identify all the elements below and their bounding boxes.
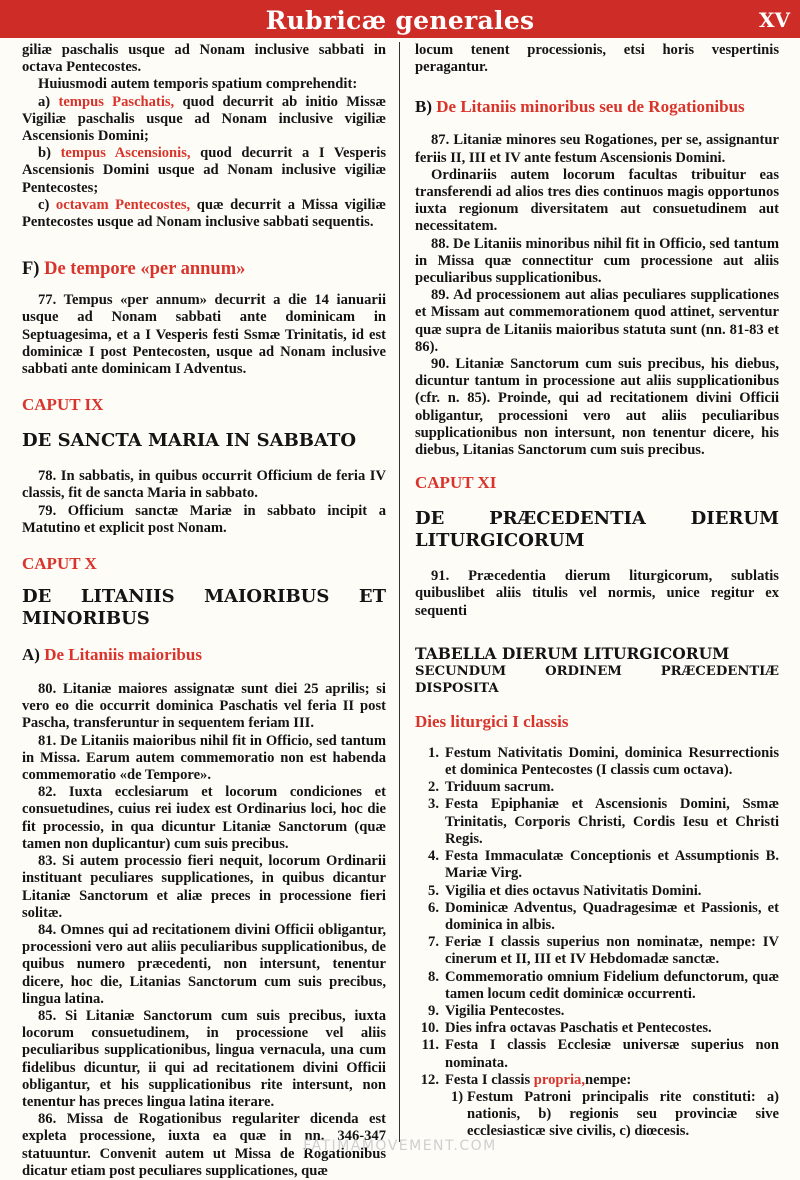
- section-a-label: A): [22, 645, 45, 665]
- paragraph-81: 81. De Litaniis maioribus nihil fit in Officio, sed tantum in Missa. Earum autem commemoratio non est habenda commemoratio «de Tempore».: [22, 732, 386, 784]
- list-item: 2. Triduum sacrum.: [428, 779, 555, 796]
- caput-ix-title: DE SANCTA MARIA IN SABBATO: [22, 430, 357, 452]
- paragraph-78: 78. In sabbatis, in quibus occurrit Officium de feria IV classis, fit de sancta Maria in sabbato.: [22, 468, 386, 502]
- page-number: XV: [758, 8, 790, 32]
- section-f-heading: [22, 258, 386, 280]
- list-item: 7. Feriæ I classis superius non nominatæ, nempe: IV cinerum et II, III et IV Hebdomadæ sanctæ.: [428, 934, 779, 968]
- paragraph-83: 83. Si autem processio fieri nequit, locorum Ordinarii instituant peculiares supplicationes, in quibus dicantur Litaniæ Sanctorum et aliæ preces in processione fieri solitæ.: [22, 853, 386, 921]
- item-b-term: tempus Ascensionis,: [60, 145, 191, 162]
- item-b-text: quod decurrit a I Vesperis Ascensionis Domini usque ad Nonam inclusive vigiliæ Pentecostes;: [22, 145, 387, 196]
- left-column: [22, 42, 387, 1179]
- list-item: 11. Festa I classis Ecclesiæ universæ superius non nominata.: [421, 1037, 779, 1071]
- list-item: 4. Festa Immaculatæ Conceptionis et Assumptionis B. Mariæ Virg.: [428, 848, 779, 882]
- section-b-title: De Litaniis minoribus seu de Rogationibus: [436, 97, 745, 117]
- sub-list-item: 1) Festum Patroni principalis rite constituti: a) nationis, b) regionis seu provinciæ sive ecclesiasticæ sive civilis, c) diœcesis.: [451, 1088, 779, 1140]
- sub-list: [445, 1089, 779, 1141]
- paragraph-79: 79. Officium sanctæ Mariæ in sabbato incipit a Matutino et explicit post Nonam.: [22, 502, 386, 536]
- precedence-list: [415, 745, 779, 1141]
- item-c-term: octavam Pentecostes,: [55, 196, 191, 213]
- item-c: [22, 197, 386, 231]
- page-header: [0, 0, 800, 38]
- item-a-label: a): [38, 93, 59, 110]
- paragraph-87: 87. Litaniæ minores seu Rogationes, per se, assignantur feriis II, III et IV ante festum Ascensionis Domini.: [415, 132, 779, 166]
- list-item-12: 12. Festa I classis propria,nempe: 1) Festum Patroni principalis rite constituti: a) nationis, b) regionis seu provinciæ sive ecclesiasticæ sive civilis, c) diœcesis.: [420, 1071, 779, 1140]
- paragraph-86: 86. Missa de Rogationibus regulariter dicenda est expleta processione, iuxta ea quæ in nn. 346-347 statuuntur. Convenit autem ut Missa de Rogationibus dicatur etiam post peculiares supplicationes, quæ: [22, 1111, 386, 1179]
- paragraph-continuation: giliæ paschalis usque ad Nonam inclusive sabbati in octava Pentecostes.: [22, 42, 386, 76]
- right-column: [415, 42, 779, 1142]
- paragraph-intro: Huiusmodi autem temporis spatium comprehendit:: [38, 76, 358, 93]
- paragraph-80: 80. Litaniæ maiores assignatæ sunt diei 25 aprilis; si vero eo die occurrit dominica Paschatis vel feria II post Pascha, transferuntur in sequentem feriam III.: [22, 681, 386, 732]
- list-item: 9. Vigilia Pentecostes.: [428, 1002, 565, 1019]
- paragraph-87b: Ordinariis autem locorum facultas tribuitur eas transferendi ad alios tres dies continuos magis opportunos iuxta regionum diversitatem aut consuetudinem aut necessitatem.: [415, 166, 779, 235]
- section-b-heading: [415, 96, 779, 118]
- table-subtitle: SECUNDUM ORDINEM PRÆCEDENTIÆ DISPOSITA: [415, 663, 779, 696]
- item-b-label: b): [38, 145, 61, 162]
- paragraph-77: 77. Tempus «per annum» decurrit a die 14 ianuarii usque ad Nonam sabbati ante dominicam in Septuagesima, et a I Vesperis festi Ssmæ Trinitatis, id est dominicæ I post Pentecosten, usque ad Nonam inclusive sabbati ante dominicam I Adventus.: [22, 292, 386, 378]
- list-item: 3. Festa Epiphaniæ et Ascensionis Domini, Ssmæ Trinitatis, Corporis Christi, Cordis Iesu et Christi Regis.: [428, 796, 779, 847]
- paragraph-82: 82. Iuxta ecclesiarum et locorum condiciones et consuetudines, cuius rei iudex est Ordinarius loci, hoc die fit processio, in qua dicuntur Litaniæ Sanctorum (quæ tamen non duplicantur) cum suis precibus.: [22, 784, 386, 852]
- item-c-text: quæ decurrit a Missa vigiliæ Pentecostes usque ad Nonam inclusive sabbati sequentis.: [22, 196, 386, 231]
- caput-x: CAPUT X: [22, 554, 97, 574]
- caput-ix: CAPUT IX: [22, 395, 104, 415]
- list-item: 8. Commemoratio omnium Fidelium defunctorum, quæ tamen locum cedit dominicæ occurrenti.: [428, 968, 779, 1002]
- caput-x-title: DE LITANIIS MAIORIBUS ET MINORIBUS: [22, 586, 386, 630]
- section-b-label: B): [415, 97, 437, 117]
- table-title: TABELLA DIERUM LITURGICORUM: [415, 643, 730, 663]
- column-divider: [399, 42, 400, 1142]
- paragraph-88: 88. De Litaniis minoribus nihil fit in Officio, sed tantum in Missa quæ connectitur cum processione aut aliis peculiaribus supplicationibus.: [415, 235, 779, 287]
- caput-xi-title: DE PRÆCEDENTIA DIERUM LITURGICORUM: [415, 508, 779, 552]
- list-item: 5. Vigilia et dies octavus Nativitatis Domini.: [428, 882, 702, 899]
- paragraph-91: 91. Præcedentia dierum liturgicorum, sublatis quibuslibet aliis titulis vel normis, unice regitur ex sequenti: [415, 568, 779, 619]
- item-a: [22, 94, 386, 146]
- watermark: FATIMAMOVEMENT.COM: [303, 1138, 497, 1154]
- list-item: 6. Dominicæ Adventus, Quadragesimæ et Passionis, et dominica in albis.: [428, 899, 779, 933]
- running-title: Rubricæ generales: [265, 6, 535, 35]
- section-a-heading: [22, 644, 386, 666]
- item-a-term: tempus Paschatis,: [58, 93, 175, 110]
- paragraph-continuation-right: locum tenent processionis, etsi horis vespertinis peragantur.: [415, 42, 779, 76]
- item-c-label: c): [38, 196, 56, 213]
- dies-heading: Dies liturgici I classis: [415, 711, 569, 731]
- section-f-label: F): [22, 259, 45, 280]
- list-item: 10. Dies infra octavas Paschatis et Pentecostes.: [420, 1020, 712, 1037]
- propria-term: propria,: [533, 1071, 586, 1088]
- item-a-text: quod decurrit ab initio Missæ Vigiliæ paschalis usque ad Nonam inclusive vigiliæ Ascensionis Domini;: [22, 93, 386, 145]
- section-f-title: De tempore «per annum»: [44, 259, 246, 280]
- paragraph-89: 89. Ad processionem aut alias peculiares supplicationes et Missam aut commemorationem quod attinet, serventur quæ supra de Litaniis maioribus statuta sunt (nn. 81-83 et 86).: [415, 287, 779, 355]
- paragraph-90: 90. Litaniæ Sanctorum cum suis precibus, his diebus, dicuntur tantum in processione aut aliis supplicationibus (cfr. n. 85). Proinde, qui ad recitationem divini Officii obligantur, processioni vero aut aliis peculiaribus supplicationibus non intersunt, non tenentur dicere, his diebus, Litanias Sanctorum cum suis precibus.: [415, 356, 779, 459]
- paragraph-84: 84. Omnes qui ad recitationem divini Officii obligantur, processioni vero aut aliis peculiaribus supplicationibus, de quibus numero præcedenti, non intersunt, tenentur dicere, hoc die, Litanias Sanctorum cum suis precibus, lingua latina.: [22, 921, 386, 1007]
- list-item: 1. Festum Nativitatis Domini, dominica Resurrectionis et dominica Pentecostes (I classis cum octava).: [428, 744, 779, 779]
- paragraph-85: 85. Si Litaniæ Sanctorum cum suis precibus, iuxta locorum consuetudinem, in processione vel aliis peculiaribus supplicationibus, lingua vernacula, una cum fidelibus dicuntur, ii qui ad recitationem divini Officii obligantur, et his supplicationibus rite intersunt, non tenentur has preces lingua latina iterare.: [22, 1007, 386, 1110]
- caput-xi: CAPUT XI: [415, 473, 497, 493]
- section-a-title: De Litaniis maioribus: [44, 645, 202, 665]
- item-b: [22, 145, 386, 197]
